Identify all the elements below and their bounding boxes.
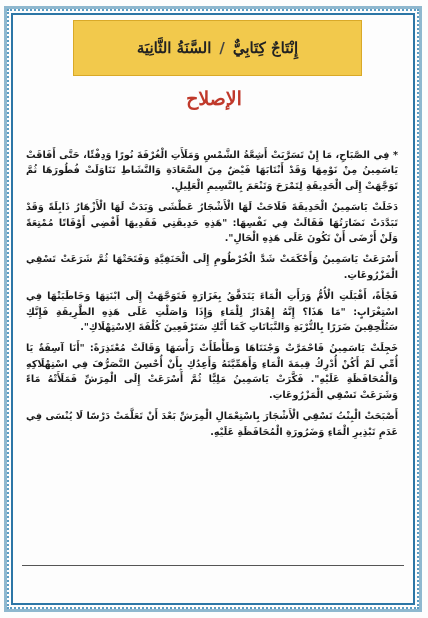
header-banner (73, 20, 362, 76)
paragraph-2: دَخَلَتْ يَاسَمِينُ الْحَدِيقَةَ فَلَاحَتْ لَهَا الْأَشْجَارُ عَطْشَى وَبَدَتْ لَهَا الْأَزْهَارُ ذَابِلَةً وَقَدْ تَبَدَّدَتْ نَضَارَتُهَا فَقَالَتْ فِي نَفْسِهَا: "هَذِهِ حَدِيقَتِي فَقَدِيهَا أَقْضِي أَوْقَاتًا مُمْتِعَةً وَلَنْ أَرْضَى أَنْ تَكُونَ عَلَى هَذِهِ الْحَالِ". (26, 202, 398, 245)
bottom-divider (22, 565, 404, 566)
paragraph-3: أَسْرَعَتْ يَاسَمِينُ وَأَحْكَمَتْ شَدَّ الْخُرْطُومِ إِلَى الْحَنَفِيَّةِ وَفَتَحَتْهَا ثُمَّ شَرَعَتْ تَسْقِي الْمَزْرُوعَاتِ. (26, 254, 398, 281)
essay-body (26, 148, 398, 446)
header-separator: / (219, 39, 225, 57)
paragraph-4: فَجْأَةً، أَقْبَلَتِ الْأُمُّ وَرَأَتِ الْمَاءَ يَتَدَفَّقُ بِغَزَارَةٍ فَتَوَجَّهَتْ إِلَى ابْنَتِهَا وَخَاطَبَتْهَا فِي اسْتِغْرَابٍ: "مَا هَذَا؟ إِنَّهُ إِهْدَارٌ لِلْمَاءِ وَإِذَا وَاصَلْتِ عَلَى هَذِهِ الطَّرِيقَةِ فَإِنَّكِ سَتُلْحِقِينَ ضَرَرًا بِالتُّرْبَةِ وَالنَّبَاتَاتِ كَمَا أَنَّكِ سَتَرْفَعِينَ كُلْفَةَ الِاسْتِهْلَاكِ". (26, 291, 398, 334)
page-title: الإصلاح (186, 88, 242, 110)
header-left-label: السَّنَةُ الثَّانِيَة (136, 39, 212, 57)
paragraph-6: أَصْبَحَتْ الْبِنْتُ تَسْقِي الْأَشْجَارَ بِاسْتِعْمَالِ الْمِرَشِّ بَعْدَ أَنْ تَعَلَّمَتْ دَرْسًا لَا يُنْسَى فِي عَدَمِ تَبْذِيرِ الْمَاءِ وَضَرُورَةِ الْمُحَافَظَةِ عَلَيْهِ. (26, 411, 398, 438)
paragraph-5: خَجِلَتْ يَاسَمِينُ فَاحْمَرَّتْ وَجْنَتَاهَا وَطَأْطَأَتْ رَأْسَهَا وَقَالَتْ مُعْتَذِرَةً: "أَنَا آسِفَةٌ يَا أُمِّي لَمْ أَكُنْ أُدْرِكُ قِيمَةَ الْمَاءِ وَأَهَمِّيَّتَهُ وَأَعِدُكِ بِأَنْ أُحْسِنَ التَّصَرُّفَ فِي اسْتِهْلَاكِهِ وَالْمُحَافَظَةِ عَلَيْهِ". فَكَّرَتْ يَاسَمِينُ مَلِيًّا ثُمَّ أَسْرَعَتْ إِلَى الْمِرَشِّ فَمَلَأَتْهُ مَاءً وَشَرَعَتْ تَسْقِي الْمَزْرُوعَاتِ. (26, 343, 398, 401)
header-right-label: إِنْتَاجٌ كِتَابِيٌّ (232, 39, 299, 57)
paragraph-1: * فِي الصَّبَاحِ، مَا إِنْ تَسَرَّبَتْ أَشِعَّةُ الشَّمْسِ وَمَلَأَتِ الْغُرْفَةَ نُورًا وَدِفْئًا، حَتَّى أَفَاقَتْ يَاسَمِينُ مِنْ نَوْمِهَا وَقَدْ أَنْتَابَهَا فَيْضٌ مِنَ السَّعَادَةِ وَالنَّشَاطِ تَنَاوَلَتْ فُطُورَهَا ثُمَّ تَوَجَّهَتْ إِلَى الْحَدِيقَةِ لِتَمْرَحَ وَتَنْعَمَ بِالنَّسِيمِ الْعَلِيلِ. (26, 150, 398, 192)
